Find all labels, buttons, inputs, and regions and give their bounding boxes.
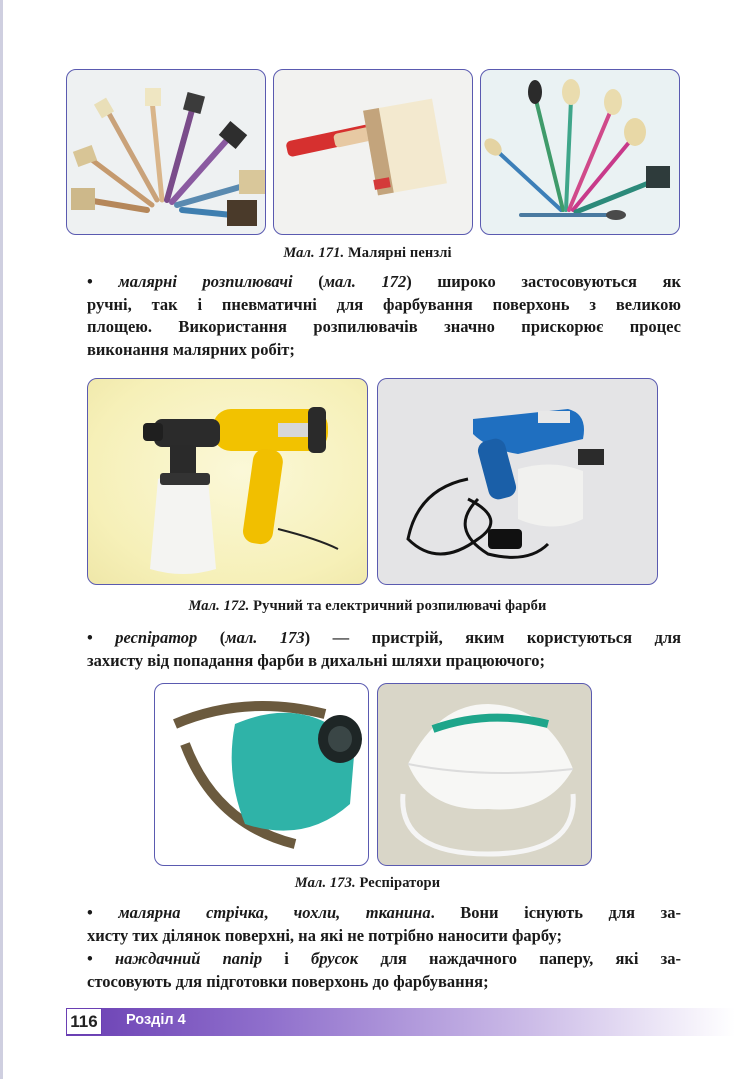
hand-sprayer-photo (87, 378, 368, 585)
paragraph-respirator-line-1 (87, 627, 681, 650)
paragraph-sandpaper-line-1 (87, 948, 681, 971)
paragraph-respirator-line-2: захисту від попадання фарби в дихальні шляхи працюючого; (87, 650, 546, 670)
brushes-photo-2 (273, 69, 473, 235)
text-run: . Вони існують для за- (430, 903, 682, 922)
page-left-edge (0, 0, 3, 1079)
brushes-fan-image (67, 70, 266, 235)
electric-sprayer-photo (377, 378, 658, 585)
figure-171-label: Мал. 171. (283, 245, 345, 261)
wide-brush-image (274, 70, 473, 235)
paragraph-tape-line-1 (87, 902, 681, 925)
figure-173-label: Мал. 173. (294, 875, 356, 891)
paren-close: ) (304, 628, 311, 647)
term-covers-cloth: чохли, тканина (293, 903, 431, 922)
term-block: брусок (311, 949, 359, 968)
brushes-photo-1 (66, 69, 266, 235)
term-sandpaper: наждачний папір (114, 949, 263, 968)
paragraph-sprayers-line-1 (87, 271, 681, 294)
paren-open: ( (219, 628, 226, 647)
page-number: 116 (66, 1008, 102, 1035)
disposable-respirator-image (378, 684, 592, 866)
text-run: широко застосовуються як (437, 272, 681, 291)
paragraph-sprayers-line-4: виконання малярних робіт; (87, 339, 295, 359)
figure-171-caption (0, 245, 735, 262)
bullet: • (87, 903, 93, 922)
paragraph-sprayers-line-2: ручні, так і пневматичні для фарбування поверхонь з великою (87, 294, 681, 314)
paragraph-sandpaper (87, 948, 681, 993)
paragraph-respirator (87, 627, 681, 672)
paren-open: ( (318, 272, 324, 291)
bullet: • (87, 272, 93, 291)
figure-ref-172: мал. 172 (323, 272, 407, 291)
electric-sprayer-image (378, 379, 658, 585)
text-run: для наждачного паперу, які за- (380, 949, 682, 968)
paragraph-sprayers (87, 271, 681, 361)
brushes-photo-3 (480, 69, 680, 235)
paren-close: ) (406, 272, 412, 291)
bullet: • (87, 628, 93, 647)
paragraph-tape-line-2: хисту тих ділянок поверхні, на які не потрібно наносити фарбу; (87, 925, 562, 945)
figure-171-text: Малярні пензлі (347, 245, 452, 261)
respirator-photo-1 (154, 683, 369, 866)
term-masking-tape: малярна стрічка (118, 903, 264, 922)
term-sprayers: малярні розпилювачі (118, 272, 293, 291)
paragraph-sandpaper-line-2: стосовують для підготовки поверхонь до фарбування; (87, 971, 489, 991)
paragraph-sprayers-line-3: площею. Використання розпилювачів значно прискорює процес (87, 317, 681, 336)
bullet: • (87, 949, 93, 968)
text-run: — пристрій, яким користуються для (332, 628, 682, 647)
conjunction: і (284, 949, 289, 968)
paragraph-tape (87, 902, 681, 947)
figure-172-caption (0, 598, 735, 615)
figure-173-caption (0, 875, 735, 892)
respirator-photo-2 (377, 683, 592, 866)
section-label: Розділ 4 (126, 1012, 186, 1028)
hand-sprayer-image (88, 379, 368, 585)
figure-ref-173: мал. 173 (225, 628, 305, 647)
figure-173-text: Респіратори (359, 875, 441, 891)
figure-172-label: Мал. 172. (188, 598, 250, 614)
round-brushes-image (481, 70, 680, 235)
reusable-respirator-image (155, 684, 369, 866)
comma: , (263, 903, 269, 922)
term-respirator: респіратор (115, 628, 198, 647)
figure-172-text: Ручний та електричний розпилювачі фарби (253, 598, 547, 614)
